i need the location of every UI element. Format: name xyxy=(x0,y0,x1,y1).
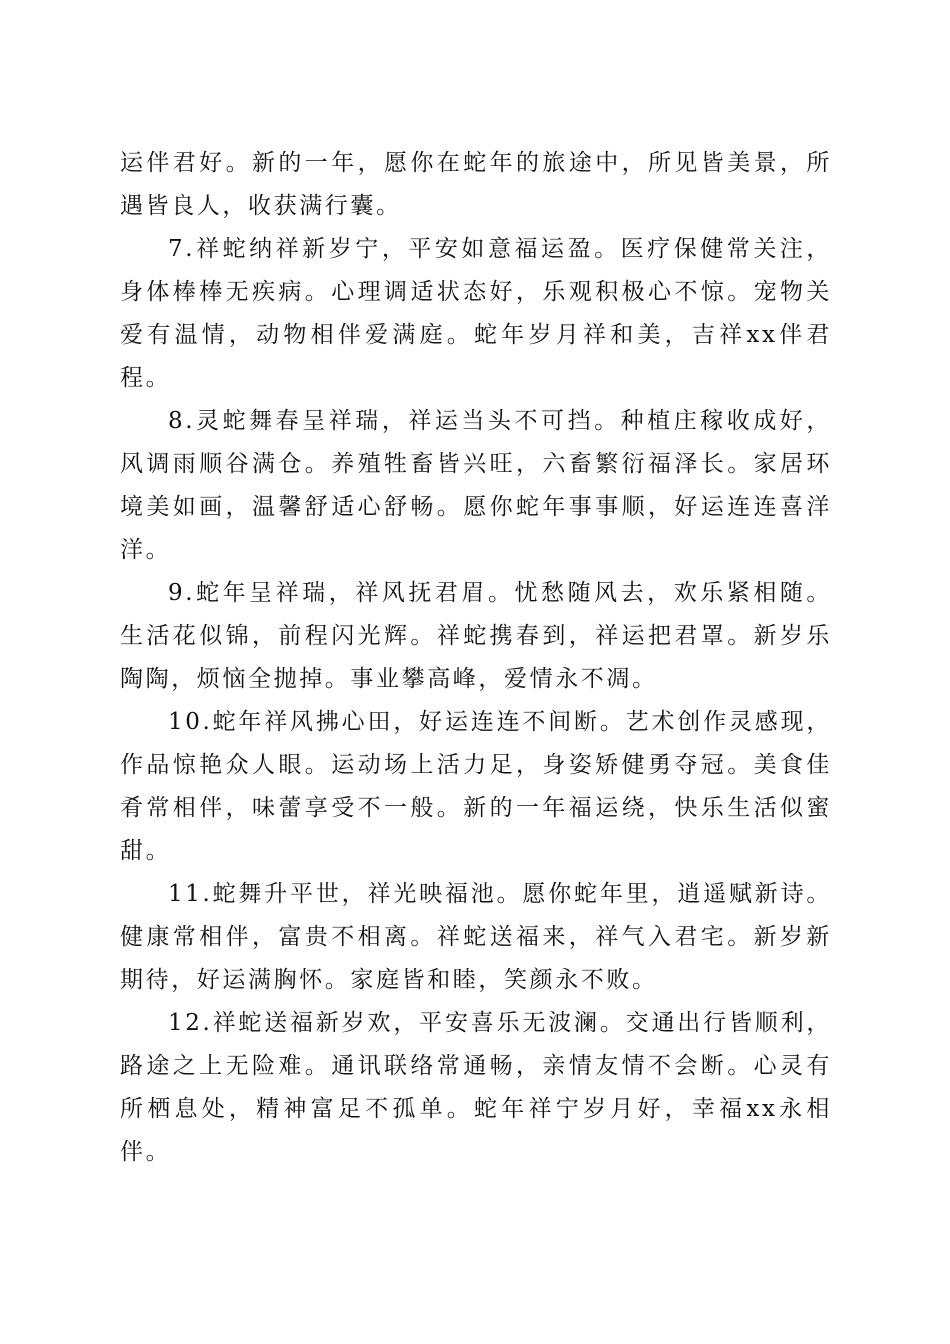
paragraph-7: 7.祥蛇纳祥新岁宁，平安如意福运盈。医疗保健常关注，身体棒棒无疾病。心理调适状态好，乐观积极心不惊。宠物关爱有温情，动物相伴爱满庭。蛇年岁月祥和美，吉祥xx伴君程。 xyxy=(120,236,832,391)
paragraph-11: 11.蛇舞升平世，祥光映福池。愿你蛇年里，逍遥赋新诗。健康常相伴，富贵不相离。祥蛇送福来，祥气入君宅。新岁新期待，好运满胸怀。家庭皆和睦，笑颜永不败。 xyxy=(120,881,832,993)
paragraph-12: 12.祥蛇送福新岁欢，平安喜乐无波澜。交通出行皆顺利，路途之上无险难。通讯联络常通畅，亲情友情不会断。心灵有所栖息处，精神富足不孤单。蛇年祥宁岁月好，幸福xx永相伴。 xyxy=(120,1010,832,1165)
paragraph-9: 9.蛇年呈祥瑞，祥风抚君眉。忧愁随风去，欢乐紧相随。生活花似锦，前程闪光辉。祥蛇携春到，祥运把君罩。新岁乐陶陶，烦恼全抛掉。事业攀高峰，爱情永不凋。 xyxy=(120,580,832,692)
paragraph-8: 8.灵蛇舞春呈祥瑞，祥运当头不可挡。种植庄稼收成好，风调雨顺谷满仓。养殖牲畜皆兴旺，六畜繁衍福泽长。家居环境美如画，温馨舒适心舒畅。愿你蛇年事事顺，好运连连喜洋洋。 xyxy=(120,408,832,563)
paragraph-10: 10.蛇年祥风拂心田，好运连连不间断。艺术创作灵感现，作品惊艳众人眼。运动场上活力足，身姿矫健勇夺冠。美食佳肴常相伴，味蕾享受不一般。新的一年福运绕，快乐生活似蜜甜。 xyxy=(120,709,832,864)
document-body xyxy=(120,142,832,1174)
paragraph-continuation: 运伴君好。新的一年，愿你在蛇年的旅途中，所见皆美景，所遇皆良人，收获满行囊。 xyxy=(120,150,832,219)
